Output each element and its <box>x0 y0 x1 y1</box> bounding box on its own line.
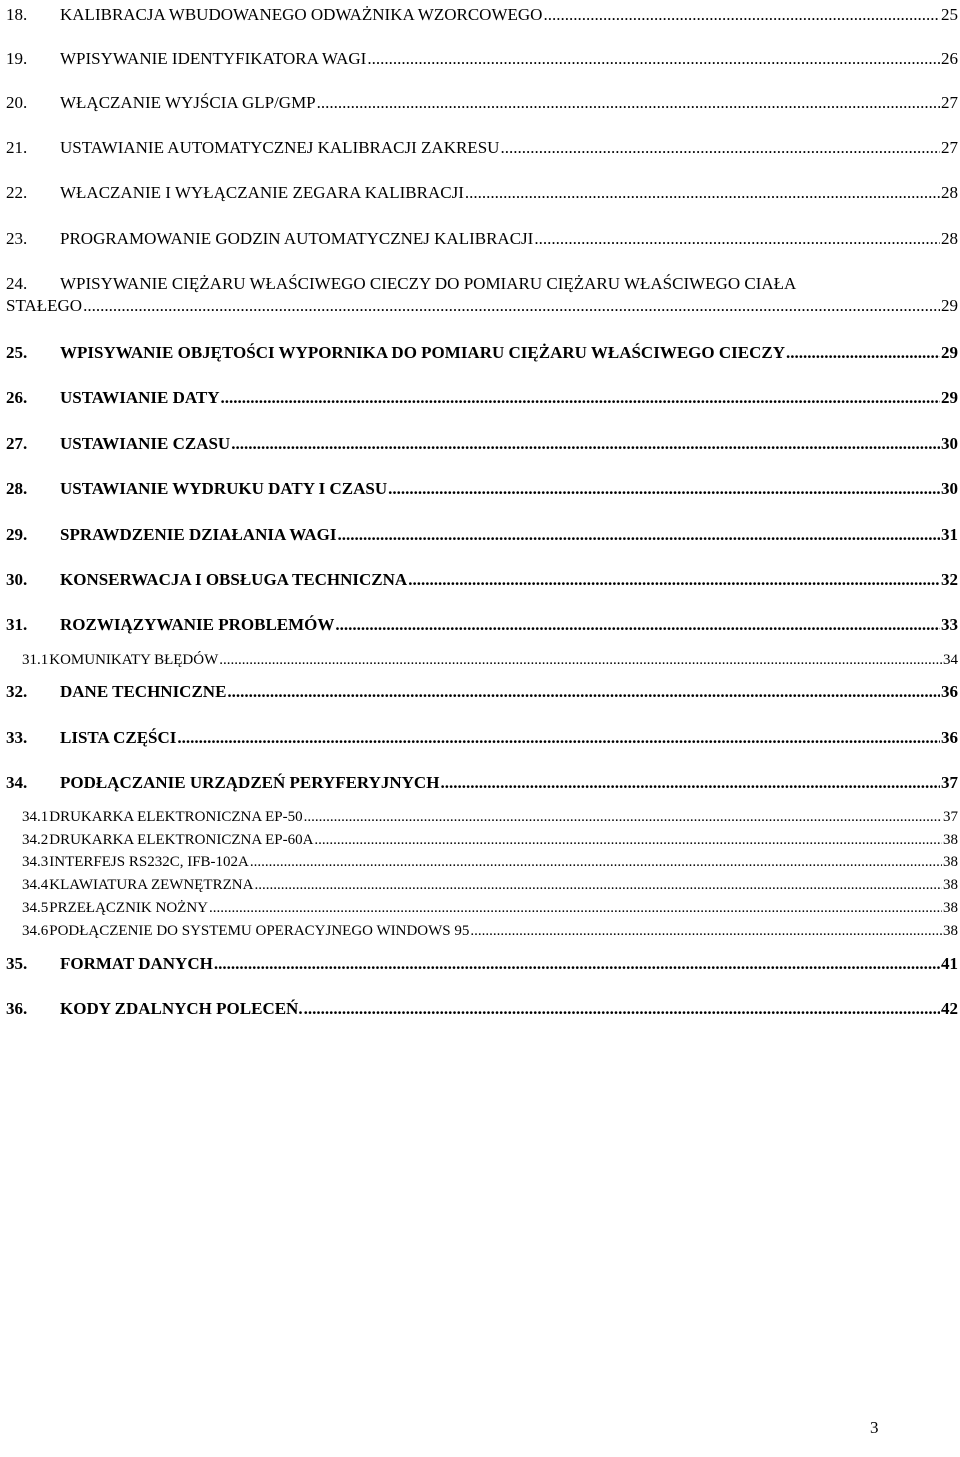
toc-title: KALIBRACJA WBUDOWANEGO ODWAŻNIKA WZORCOWEGO <box>60 5 543 24</box>
toc-entry-32[interactable] <box>6 681 958 703</box>
toc-number: 26. <box>6 388 28 407</box>
dot-leader <box>209 897 942 919</box>
dot-leader <box>220 387 940 409</box>
toc-entry-36[interactable] <box>6 998 958 1020</box>
toc-title: USTAWIANIE WYDRUKU DATY I CZASU <box>60 479 388 498</box>
toc-title: KLAWIATURA ZEWNĘTRZNA <box>49 877 254 893</box>
toc-entry-35[interactable] <box>6 953 958 975</box>
toc-title: WŁACZANIE I WYŁĄCZANIE ZEGARA KALIBRACJI <box>60 183 464 202</box>
dot-leader <box>177 727 940 749</box>
toc-page: 36 <box>941 728 958 747</box>
toc-number: 27. <box>6 434 28 453</box>
toc-page: 37 <box>943 809 958 825</box>
toc-entry-18[interactable] <box>6 4 958 26</box>
dot-leader <box>543 4 940 26</box>
toc-entry-33[interactable] <box>6 727 958 749</box>
toc-page: 37 <box>941 773 958 792</box>
toc-page: 26 <box>941 49 958 68</box>
dot-leader <box>227 681 940 703</box>
toc-title: DRUKARKA ELEKTRONICZNA EP-50 <box>49 809 303 825</box>
dot-leader <box>254 874 942 896</box>
toc-page: 42 <box>941 999 958 1018</box>
toc-page: 29 <box>941 343 958 362</box>
toc-number: 32. <box>6 682 28 701</box>
toc-title: WŁĄCZANIE WYJŚCIA GLP/GMP <box>60 93 316 112</box>
toc-entry-22[interactable] <box>6 182 958 204</box>
dot-leader <box>231 433 940 455</box>
toc-entry-34-1[interactable] <box>22 806 958 828</box>
toc-page: 27 <box>941 93 958 112</box>
toc-entry-29[interactable] <box>6 524 958 546</box>
dot-leader <box>335 614 940 636</box>
dot-leader <box>250 851 942 873</box>
toc-page: 29 <box>941 388 958 407</box>
toc-title-line1: WPISYWANIE CIĘŻARU WŁAŚCIWEGO CIECZY DO POMIARU CIĘŻARU WŁAŚCIWEGO CIAŁA <box>60 274 797 293</box>
dot-leader <box>388 478 940 500</box>
toc-number: 20. <box>6 93 28 112</box>
toc-page: 25 <box>941 5 958 24</box>
toc-title: USTAWIANIE CZASU <box>60 434 231 453</box>
toc-page: 38 <box>943 923 958 939</box>
toc-entry-31[interactable] <box>6 614 958 636</box>
toc-title: INTERFEJS RS232C, IFB-102A <box>49 854 249 870</box>
toc-title: SPRAWDZENIE DZIAŁANIA WAGI <box>60 525 337 544</box>
toc-number: 28. <box>6 479 28 498</box>
toc-number: 33. <box>6 728 28 747</box>
toc-title-line2: STAŁEGO <box>6 296 83 315</box>
toc-entry-34-5[interactable] <box>22 897 958 919</box>
toc-page: 38 <box>943 854 958 870</box>
toc-entry-31-1[interactable] <box>22 649 958 671</box>
toc-page: 28 <box>941 183 958 202</box>
toc-title: PODŁĄCZANIE URZĄDZEŃ PERYFERYJNYCH <box>60 773 440 792</box>
dot-leader <box>786 342 940 364</box>
toc-entry-34-6[interactable] <box>22 920 958 942</box>
toc-entry-19[interactable] <box>6 48 958 70</box>
dot-leader <box>214 953 940 975</box>
dot-leader <box>314 829 942 851</box>
toc-number: 36. <box>6 999 28 1018</box>
toc-title: USTAWIANIE AUTOMATYCZNEJ KALIBRACJI ZAKRESU <box>60 138 500 157</box>
toc-number: 34.5 <box>22 900 49 916</box>
toc-page: 28 <box>941 229 958 248</box>
toc-entry-34-3[interactable] <box>22 851 958 873</box>
toc-page: 29 <box>941 296 958 315</box>
toc-page: 27 <box>941 138 958 157</box>
toc-title: FORMAT DANYCH <box>60 954 213 973</box>
toc-entry-27[interactable] <box>6 433 958 455</box>
toc-entry-24[interactable] <box>6 273 958 317</box>
toc-page: 32 <box>941 570 958 589</box>
toc-number: 21. <box>6 138 28 157</box>
toc-page: 30 <box>941 434 958 453</box>
toc-entry-30[interactable] <box>6 569 958 591</box>
toc-number: 34.6 <box>22 923 49 939</box>
toc-title: PROGRAMOWANIE GODZIN AUTOMATYCZNEJ KALIBRACJI <box>60 229 534 248</box>
toc-number: 18. <box>6 5 28 24</box>
toc-entry-20[interactable] <box>6 92 958 114</box>
toc-title: DRUKARKA ELEKTRONICZNA EP-60A <box>49 832 314 848</box>
toc-number: 34.3 <box>22 854 49 870</box>
toc-entry-34[interactable] <box>6 772 958 794</box>
toc-number: 34.1 <box>22 809 49 825</box>
toc-page: 30 <box>941 479 958 498</box>
toc-page: 38 <box>943 900 958 916</box>
dot-leader <box>317 92 940 114</box>
toc-number: 29. <box>6 525 28 544</box>
toc-entry-34-4[interactable] <box>22 874 958 896</box>
toc-entry-28[interactable] <box>6 478 958 500</box>
toc-title: KOMUNIKATY BŁĘDÓW <box>49 652 219 668</box>
toc-title: USTAWIANIE DATY <box>60 388 220 407</box>
dot-leader <box>408 569 940 591</box>
toc-title: PRZEŁĄCZNIK NOŻNY <box>49 900 208 916</box>
toc-entry-34-2[interactable] <box>22 829 958 851</box>
toc-title: ROZWIĄZYWANIE PROBLEMÓW <box>60 615 335 634</box>
dot-leader <box>304 806 942 828</box>
toc-title: WPISYWANIE OBJĘTOŚCI WYPORNIKA DO POMIARU CIĘŻARU WŁAŚCIWEGO CIECZY <box>60 343 785 362</box>
toc-number: 35. <box>6 954 28 973</box>
dot-leader <box>337 524 940 546</box>
toc-page: 34 <box>943 652 958 668</box>
dot-leader <box>83 295 940 317</box>
toc-title: DANE TECHNICZNE <box>60 682 227 701</box>
toc-number: 34.2 <box>22 832 49 848</box>
toc-page: 38 <box>943 877 958 893</box>
toc-number: 19. <box>6 49 28 68</box>
toc-number: 34. <box>6 773 28 792</box>
dot-leader <box>470 920 942 942</box>
toc-title: LISTA CZĘŚCI <box>60 728 177 747</box>
toc-entry-26[interactable] <box>6 387 958 409</box>
toc-number: 30. <box>6 570 28 589</box>
toc-title: PODŁĄCZENIE DO SYSTEMU OPERACYJNEGO WINDOWS 95 <box>49 923 470 939</box>
toc-entry-25[interactable] <box>6 342 958 364</box>
dot-leader <box>440 772 940 794</box>
toc-page: 41 <box>941 954 958 973</box>
dot-leader <box>534 228 940 250</box>
toc-page: 31 <box>941 525 958 544</box>
dot-leader <box>367 48 940 70</box>
toc-number: 34.4 <box>22 877 49 893</box>
dot-leader <box>500 137 940 159</box>
toc-title: KONSERWACJA I OBSŁUGA TECHNICZNA <box>60 570 408 589</box>
toc-page: 38 <box>943 832 958 848</box>
toc-page: 36 <box>941 682 958 701</box>
toc-number: 23. <box>6 229 28 248</box>
toc-entry-21[interactable] <box>6 137 958 159</box>
toc-number: 22. <box>6 183 28 202</box>
toc-number: 24. <box>6 274 28 293</box>
dot-leader <box>304 998 940 1020</box>
page-number: 3 <box>870 1418 879 1437</box>
toc-number: 31.1 <box>22 652 49 668</box>
toc-title: KODY ZDALNYCH POLECEŃ. <box>60 999 303 1018</box>
dot-leader <box>465 182 940 204</box>
toc-page: 33 <box>941 615 958 634</box>
dot-leader <box>219 649 942 671</box>
toc-number: 25. <box>6 343 28 362</box>
toc-number: 31. <box>6 615 28 634</box>
toc-title: WPISYWANIE IDENTYFIKATORA WAGI <box>60 49 367 68</box>
toc-entry-23[interactable] <box>6 228 958 250</box>
